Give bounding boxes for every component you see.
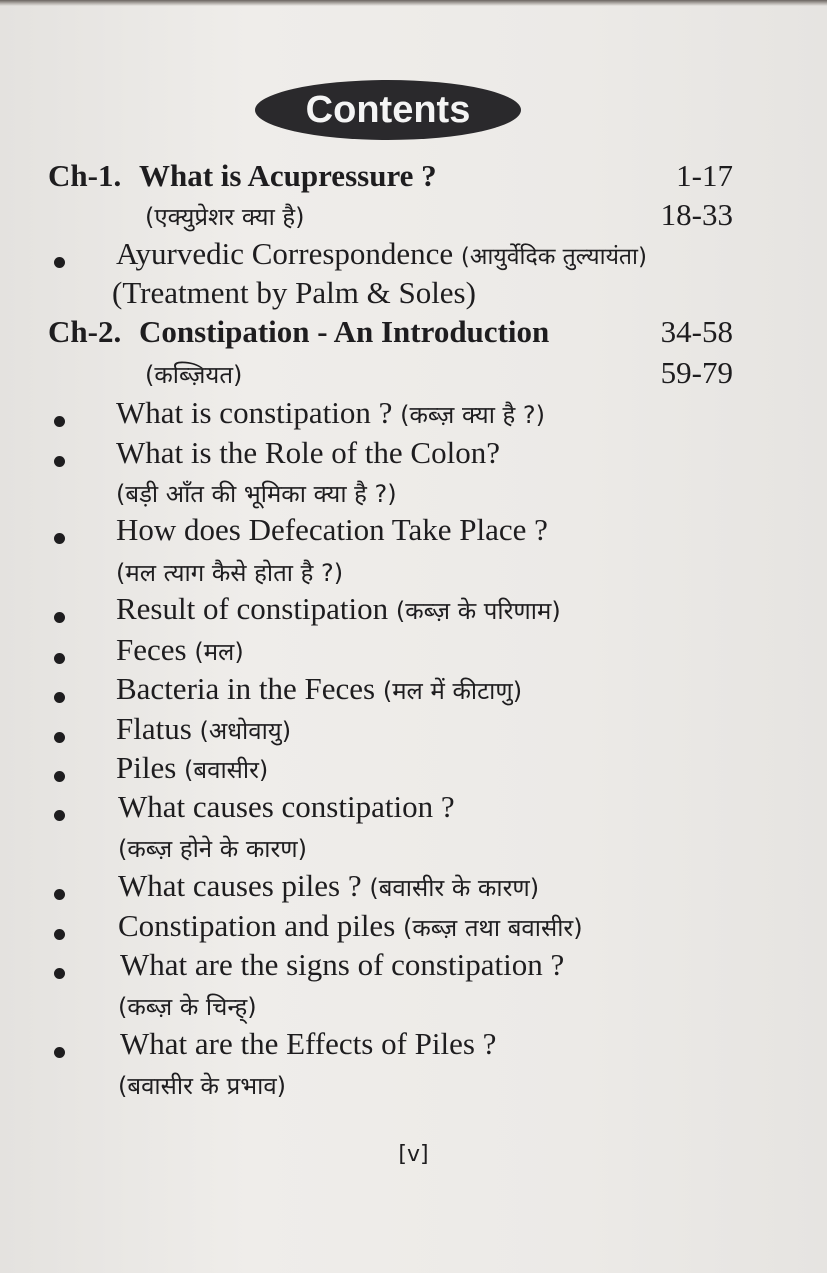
chapter-1-hindi-pages: 18-33 xyxy=(660,197,733,232)
bullet-marker xyxy=(54,456,65,467)
list-item-hindi: (कब्ज़ होने के कारण) xyxy=(118,835,307,863)
page-top-edge xyxy=(0,0,827,6)
chapter-1-pages: 1-17 xyxy=(676,158,733,193)
page-number: [v] xyxy=(398,1142,429,1167)
bullet-marker xyxy=(54,533,65,544)
list-item: Bacteria in the Feces (मल में कीटाणु) xyxy=(116,671,523,706)
list-item: What causes piles ? (बवासीर के कारण) xyxy=(118,868,540,903)
chapter-2-heading xyxy=(48,313,549,351)
list-item: What is the Role of the Colon? xyxy=(116,435,500,470)
contents-heading-pill xyxy=(255,80,521,140)
list-item: Piles (बवासीर) xyxy=(116,750,269,785)
bullet-marker xyxy=(54,692,65,703)
chapter-1-title: What is Acupressure ? xyxy=(138,158,437,193)
list-item: (Treatment by Palm & Soles) xyxy=(112,275,476,310)
list-item-hindi: (बड़ी आँत की भूमिका क्या है ?) xyxy=(116,480,397,508)
list-item: Flatus (अधोवायु) xyxy=(116,711,292,746)
chapter-2-hindi-title: (कब्ज़ियत) xyxy=(145,361,243,389)
bullet-marker xyxy=(54,771,65,782)
bullet-marker xyxy=(54,612,65,623)
list-item: Feces (मल) xyxy=(116,632,244,667)
bullet-marker xyxy=(54,968,65,979)
bullet-marker xyxy=(54,732,65,743)
chapter-2-hindi-pages: 59-79 xyxy=(660,355,733,390)
list-item-hindi: (बवासीर के प्रभाव) xyxy=(118,1072,287,1100)
bullet-marker xyxy=(54,929,65,940)
bullet-marker xyxy=(54,889,65,900)
chapter-1-number: Ch-1. xyxy=(48,158,122,193)
bullet-marker xyxy=(54,810,65,821)
chapter-1-heading xyxy=(48,157,437,195)
bullet-marker xyxy=(54,1047,65,1058)
contents-heading: Contents xyxy=(305,88,471,131)
list-item: Result of constipation (कब्ज़ के परिणाम) xyxy=(116,591,561,626)
bullet-marker xyxy=(54,416,65,427)
chapter-2-title: Constipation - An Introduction xyxy=(138,314,550,349)
list-item: What is constipation ? (कब्ज़ क्या है ?) xyxy=(116,395,546,430)
bullet-marker xyxy=(54,653,65,664)
list-item-hindi: (मल त्याग कैसे होता है ?) xyxy=(116,559,344,587)
chapter-1-hindi-title: (एक्युप्रेशर क्या है) xyxy=(145,203,305,231)
list-item: What are the signs of constipation ? xyxy=(120,947,565,982)
list-item: How does Defecation Take Place ? xyxy=(116,512,548,547)
chapter-2-number: Ch-2. xyxy=(48,314,122,349)
list-item-hindi: (कब्ज़ के चिन्ह्) xyxy=(118,993,257,1021)
chapter-2-pages: 34-58 xyxy=(660,314,733,349)
list-item: What are the Effects of Piles ? xyxy=(120,1026,497,1061)
list-item: Constipation and piles (कब्ज़ तथा बवासीर) xyxy=(118,908,583,943)
list-item: Ayurvedic Correspondence (आयुर्वेदिक तुल्यायंता) xyxy=(116,236,647,271)
list-item: What causes constipation ? xyxy=(118,789,455,824)
bullet-marker xyxy=(54,257,65,268)
